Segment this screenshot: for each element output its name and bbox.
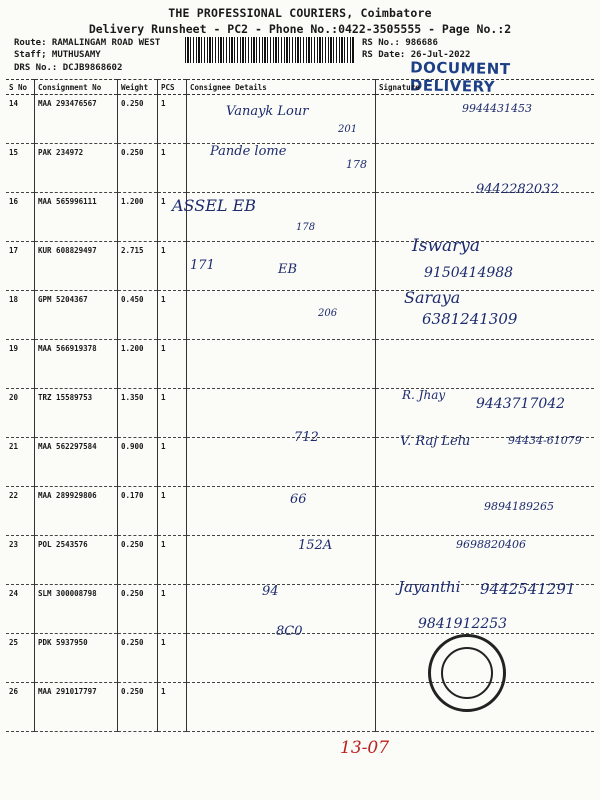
hw-r17-phone: 9150414988 — [424, 265, 514, 281]
hw-r16-phone: 9442282032 — [476, 182, 559, 197]
rs-number: RS No.: 986686 — [362, 38, 438, 48]
route-label: Route: RAMALINGAM ROAD WEST — [14, 38, 161, 48]
cell-consignment: MAA 562297584 — [35, 438, 118, 487]
cell-sno: 21 — [6, 438, 35, 487]
col-weight: Weight — [118, 80, 158, 95]
cell-sno: 14 — [6, 95, 35, 144]
hw-r14-name: Vanayk Lour — [226, 104, 309, 119]
cell-weight: 0.250 — [118, 95, 158, 144]
cell-pcs: 1 — [158, 193, 187, 242]
hw-r21-phone: 94434-61079 — [508, 434, 582, 447]
cell-sno: 23 — [6, 536, 35, 585]
cell-sno: 19 — [6, 340, 35, 389]
col-consignee: Consignee Details — [187, 80, 376, 95]
hw-r17-name: EB — [278, 262, 298, 277]
hw-r25-phone: 9841912253 — [418, 616, 508, 632]
hw-r16-name: ASSEL EB — [172, 196, 257, 215]
cell-pcs: 1 — [158, 683, 187, 732]
hw-r18-phone: 6381241309 — [422, 310, 518, 328]
cell-consignee — [187, 487, 376, 536]
cell-sno: 16 — [6, 193, 35, 242]
cell-pcs: 1 — [158, 95, 187, 144]
col-sno: S No — [6, 80, 35, 95]
cell-weight: 0.250 — [118, 634, 158, 683]
cell-weight: 0.250 — [118, 585, 158, 634]
company-title: THE PROFESSIONAL COURIERS, Coimbatore — [168, 6, 432, 20]
cell-pcs: 1 — [158, 242, 187, 291]
hw-r20-phone: 9443717042 — [476, 396, 566, 412]
cell-consignee — [187, 291, 376, 340]
hw-r14-phone: 9944431453 — [462, 102, 532, 115]
cell-pcs: 1 — [158, 291, 187, 340]
cell-sno: 25 — [6, 634, 35, 683]
table-row — [6, 683, 594, 732]
hw-r18-no: 206 — [318, 308, 338, 319]
hw-r20-signature: R. Jhay — [402, 388, 446, 402]
runsheet-subtitle: Delivery Runsheet - PC2 - Phone No.:0422-3505555 - Page No.:2 — [88, 22, 512, 36]
cell-sno: 20 — [6, 389, 35, 438]
cell-weight: 1.200 — [118, 340, 158, 389]
hw-r24-signature: Jayanthi — [398, 578, 461, 596]
cell-pcs: 1 — [158, 389, 187, 438]
cell-consignment: PAK 234972 — [35, 144, 118, 193]
runsheet-header — [0, 6, 600, 36]
cell-weight: 0.450 — [118, 291, 158, 340]
cell-sno: 26 — [6, 683, 35, 732]
hw-r25-no: 8C0 — [276, 624, 303, 639]
cell-sno: 22 — [6, 487, 35, 536]
cell-sno: 18 — [6, 291, 35, 340]
hw-r23-phone: 9698820406 — [456, 538, 526, 551]
barcode — [185, 37, 355, 63]
col-signature: Signature — [376, 80, 595, 95]
drs-number: DRS No.: DCJB9868602 — [14, 63, 123, 73]
cell-consignee — [187, 389, 376, 438]
cell-weight: 0.250 — [118, 144, 158, 193]
staff-label: Staff; MUTHUSAMY — [14, 50, 101, 60]
cell-sno: 15 — [6, 144, 35, 193]
hw-r22-phone: 9894189265 — [484, 500, 554, 513]
cell-consignment: KUR 608829497 — [35, 242, 118, 291]
cell-pcs: 1 — [158, 144, 187, 193]
cell-consignment: TRZ 15589753 — [35, 389, 118, 438]
hw-r21-no: 712 — [294, 430, 319, 445]
cell-signature — [376, 340, 595, 389]
hw-r18-signature: Saraya — [404, 288, 461, 307]
hw-r17-no: 171 — [190, 258, 215, 273]
cell-consignee — [187, 536, 376, 585]
round-office-seal — [428, 634, 506, 712]
cell-consignee — [187, 634, 376, 683]
cell-consignee — [187, 438, 376, 487]
col-consignment: Consignment No — [35, 80, 118, 95]
cell-pcs: 1 — [158, 585, 187, 634]
cell-pcs: 1 — [158, 340, 187, 389]
cell-weight: 0.170 — [118, 487, 158, 536]
cell-sno: 17 — [6, 242, 35, 291]
cell-weight: 2.715 — [118, 242, 158, 291]
cell-consignee — [187, 683, 376, 732]
handwritten-date-note: 13-07 — [340, 738, 390, 758]
cell-consignment: PDK 5937950 — [35, 634, 118, 683]
cell-weight: 1.350 — [118, 389, 158, 438]
document-delivery-stamp: DOCUMENT DELIVERY — [409, 58, 511, 96]
cell-signature — [376, 193, 595, 242]
cell-consignment: GPM 5204367 — [35, 291, 118, 340]
hw-r15-name: Pande lome — [210, 144, 287, 159]
hw-r14-no: 201 — [338, 124, 358, 135]
col-pcs: PCS — [158, 80, 187, 95]
hw-r24-no: 94 — [262, 584, 279, 599]
cell-pcs: 1 — [158, 536, 187, 585]
hw-r24-phone: 9442541291 — [480, 580, 576, 598]
cell-pcs: 1 — [158, 438, 187, 487]
hw-r15-no: 178 — [346, 158, 367, 171]
table-header-row — [6, 80, 594, 95]
cell-consignment: MAA 293476567 — [35, 95, 118, 144]
rs-date: RS Date: 26-Jul-2022 — [362, 50, 471, 60]
cell-weight: 0.900 — [118, 438, 158, 487]
cell-sno: 24 — [6, 585, 35, 634]
cell-weight: 0.250 — [118, 536, 158, 585]
hw-r23-no: 152A — [298, 538, 333, 553]
hw-r17-signature: Iswarya — [412, 236, 480, 256]
cell-consignee — [187, 340, 376, 389]
cell-pcs: 1 — [158, 634, 187, 683]
cell-weight: 1.200 — [118, 193, 158, 242]
table-row — [6, 193, 594, 242]
hw-r16-no: 178 — [296, 222, 316, 233]
hw-r21-signature: V. Raj Lelu — [400, 434, 471, 449]
cell-weight: 0.250 — [118, 683, 158, 732]
cell-consignment: MAA 291017797 — [35, 683, 118, 732]
cell-consignment: MAA 289929806 — [35, 487, 118, 536]
cell-consignment: SLM 300008798 — [35, 585, 118, 634]
cell-consignment: MAA 565996111 — [35, 193, 118, 242]
cell-consignment: POL 2543576 — [35, 536, 118, 585]
hw-r22-no: 66 — [290, 492, 307, 507]
cell-pcs: 1 — [158, 487, 187, 536]
table-row — [6, 340, 594, 389]
seal-inner-ring — [441, 647, 493, 699]
cell-consignment: MAA 566919378 — [35, 340, 118, 389]
cell-consignee — [187, 95, 376, 144]
